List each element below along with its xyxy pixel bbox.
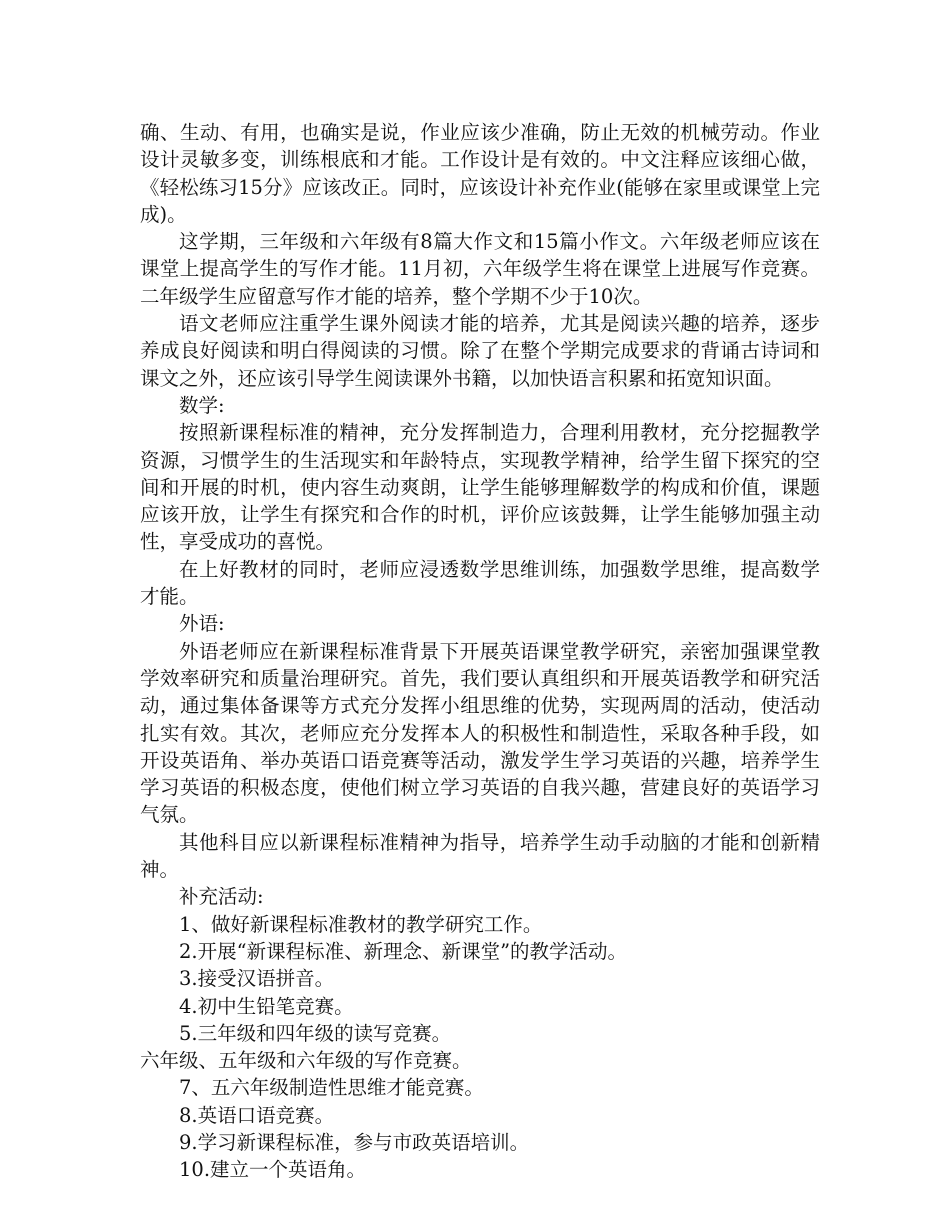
heading-math: 数学: (179, 393, 225, 417)
activity-item: 1、做好新课程标准教材的教学研究工作。 (179, 912, 543, 936)
document-body (140, 119, 820, 1184)
activity-item: 7、五六年级制造性思维才能竞赛。 (179, 1076, 484, 1100)
activity-item: 2.开展“新课程标准、新理念、新课堂”的教学活动。 (179, 939, 628, 963)
activity-item: 3.接受汉语拼音。 (179, 967, 335, 991)
activity-item: 5.三年级和四年级的读写竞赛。 (179, 1021, 452, 1045)
paragraph-math-curriculum: 按照新课程标准的精神，充分发挥制造力，合理利用教材，充分挖掘教学资源，习惯学生的生活现实和年龄特点，实现教学精神，给学生留下探究的空间和开展的时机，使内容生动爽朗，让学生能够理解数学的构成和价值，课题应该开放，让学生有探究和合作的时机，评价应该鼓舞，让学生能够加强主动性，享受成功的喜悦。 (140, 421, 820, 554)
paragraph-english-teaching: 外语老师应在新课程标准背景下开展英语课堂教学研究，亲密加强课堂教学效率研究和质量治理研究。首先，我们要认真组织和开展英语教学和研究活动，通过集体备课等方式充分发挥小组思维的优势，实现两周的活动，使活动扎实有效。其次，老师应充分发挥本人的积极性和制造性，采取各种手段，如开设英语角、举办英语口语竞赛等活动，激发学生学习英语的兴趣，培养学生学习英语的积极态度，使他们树立学习英语的自我兴趣，营建良好的英语学习气氛。 (140, 639, 820, 827)
paragraph-homework-continued: 确、生动、有用，也确实是说，作业应该少准确，防止无效的机械劳动。作业设计灵敏多变，训练根底和才能。工作设计是有效的。中文注释应该细心做，《轻松练习15分》应该改正。同时，应该设计补充作业(能够在家里或课堂上完成)。 (140, 121, 820, 226)
heading-foreign-language: 外语: (179, 612, 225, 636)
activity-item: 8.英语口语竞赛。 (179, 1103, 335, 1127)
activity-item: 4.初中生铅笔竞赛。 (179, 994, 354, 1018)
paragraph-other-subjects: 其他科目应以新课程标准精神为指导，培养学生动手动脑的才能和创新精神。 (140, 830, 820, 882)
paragraph-composition: 这学期，三年级和六年级有8篇大作文和15篇小作文。六年级老师应该在课堂上提高学生的写作才能。11月初，六年级学生将在课堂上进展写作竞赛。二年级学生应留意写作才能的培养，整个学期不少于10次。 (140, 230, 820, 308)
paragraph-math-thinking: 在上好教材的同时，老师应浸透数学思维训练，加强数学思维，提高数学才能。 (140, 557, 820, 609)
activity-item: 9.学习新课程标准，参与市政英语培训。 (179, 1130, 530, 1154)
activity-item: 10.建立一个英语角。 (179, 1158, 367, 1182)
paragraph-extracurricular-reading: 语文老师应注重学生课外阅读才能的培养，尤其是阅读兴趣的培养，逐步养成良好阅读和明白得阅读的习惯。除了在整个学期完成要求的背诵古诗词和课文之外，还应该引导学生阅读课外书籍，以加快语言积累和拓宽知识面。 (140, 312, 820, 390)
activity-item: 六年级、五年级和六年级的写作竞赛。 (140, 1049, 472, 1073)
heading-supplementary-activities: 补充活动: (179, 885, 264, 909)
